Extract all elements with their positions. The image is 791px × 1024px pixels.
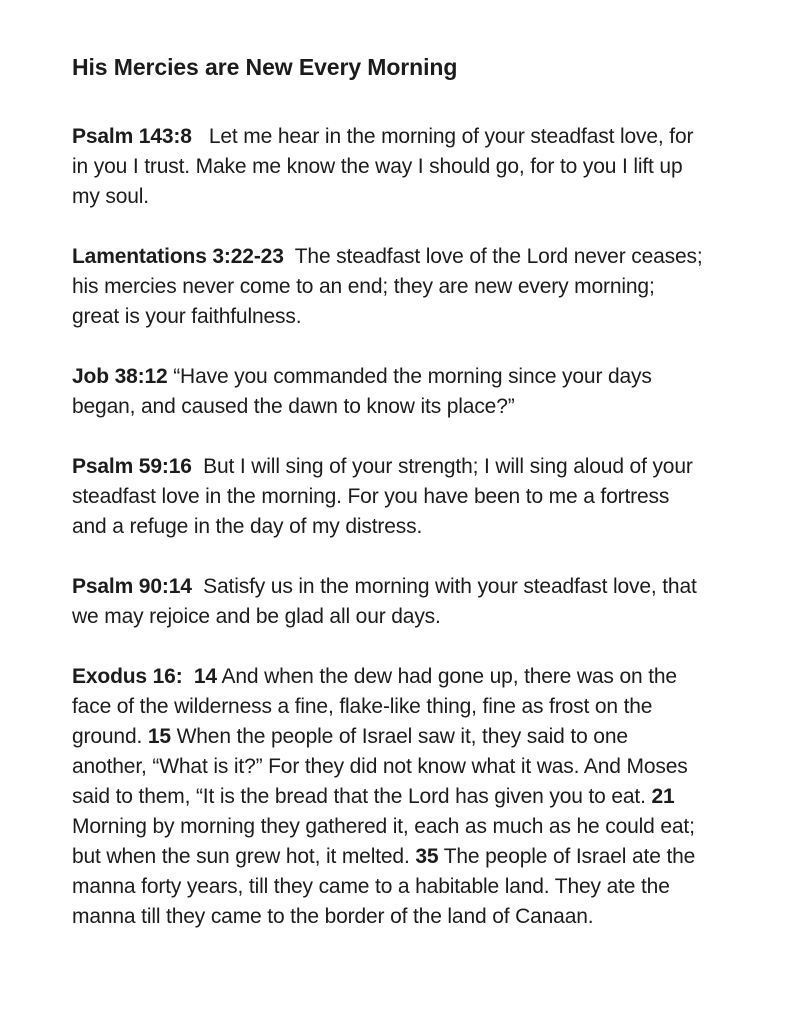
verse-reference: Psalm 90:14: [72, 575, 192, 598]
verse-paragraph-psalm-90-14: [72, 572, 705, 632]
verse-paragraph-lamentations-3-22-23: [72, 242, 709, 332]
verse-reference: Job 38:12: [72, 365, 168, 388]
verse-number: 21: [651, 785, 675, 808]
verse-number: 15: [147, 725, 171, 748]
verse-number: 35: [415, 845, 439, 868]
verse-text: “Have you commanded the morning since your days began, and caused the dawn to know its place?”: [72, 365, 658, 418]
page-title: His Mercies are New Every Morning: [72, 54, 458, 80]
verse-text: The people of Israel ate the manna forty years, till they came to a habitable land. They ate the manna till they came to the border of the land of Canaan.: [72, 845, 701, 928]
verse-text: Let me hear in the morning of your steadfast love, for in you I trust. Make me know the way I should go, for to you I lift up my soul.: [72, 125, 700, 208]
verse-text: And when the dew had gone up, there was on the face of the wilderness a fine, flake-like thing, fine as frost on the ground.: [72, 665, 683, 748]
verse-text: When the people of Israel saw it, they said to one another, “What is it?” For they did not know what it was. And Moses said to them, “It is the bread that the Lord has given you to eat.: [72, 725, 694, 808]
verse-reference: Exodus 16: 14: [72, 665, 217, 688]
verse-paragraph-psalm-143-8: [72, 122, 705, 212]
verse-text: The steadfast love of the Lord never ceases; his mercies never come to an end; they are new every morning; great is your faithfulness.: [72, 245, 709, 328]
verse-reference: Psalm 143:8: [72, 125, 192, 148]
verse-paragraph-psalm-59-16: [72, 452, 705, 542]
verse-paragraph-exodus-16: [72, 662, 705, 932]
verse-reference: Psalm 59:16: [72, 455, 192, 478]
verse-reference: Lamentations 3:22-23: [72, 245, 284, 268]
verse-paragraph-job-38-12: [72, 362, 705, 422]
verse-text: Morning by morning they gathered it, each as much as he could eat; but when the sun grew hot, it melted.: [72, 785, 701, 868]
verse-text: Satisfy us in the morning with your steadfast love, that we may rejoice and be glad all our days.: [72, 575, 703, 628]
verse-text: But I will sing of your strength; I will sing aloud of your steadfast love in the morning. For you have been to me a fortress and a refuge in the day of my distress.: [72, 455, 699, 538]
